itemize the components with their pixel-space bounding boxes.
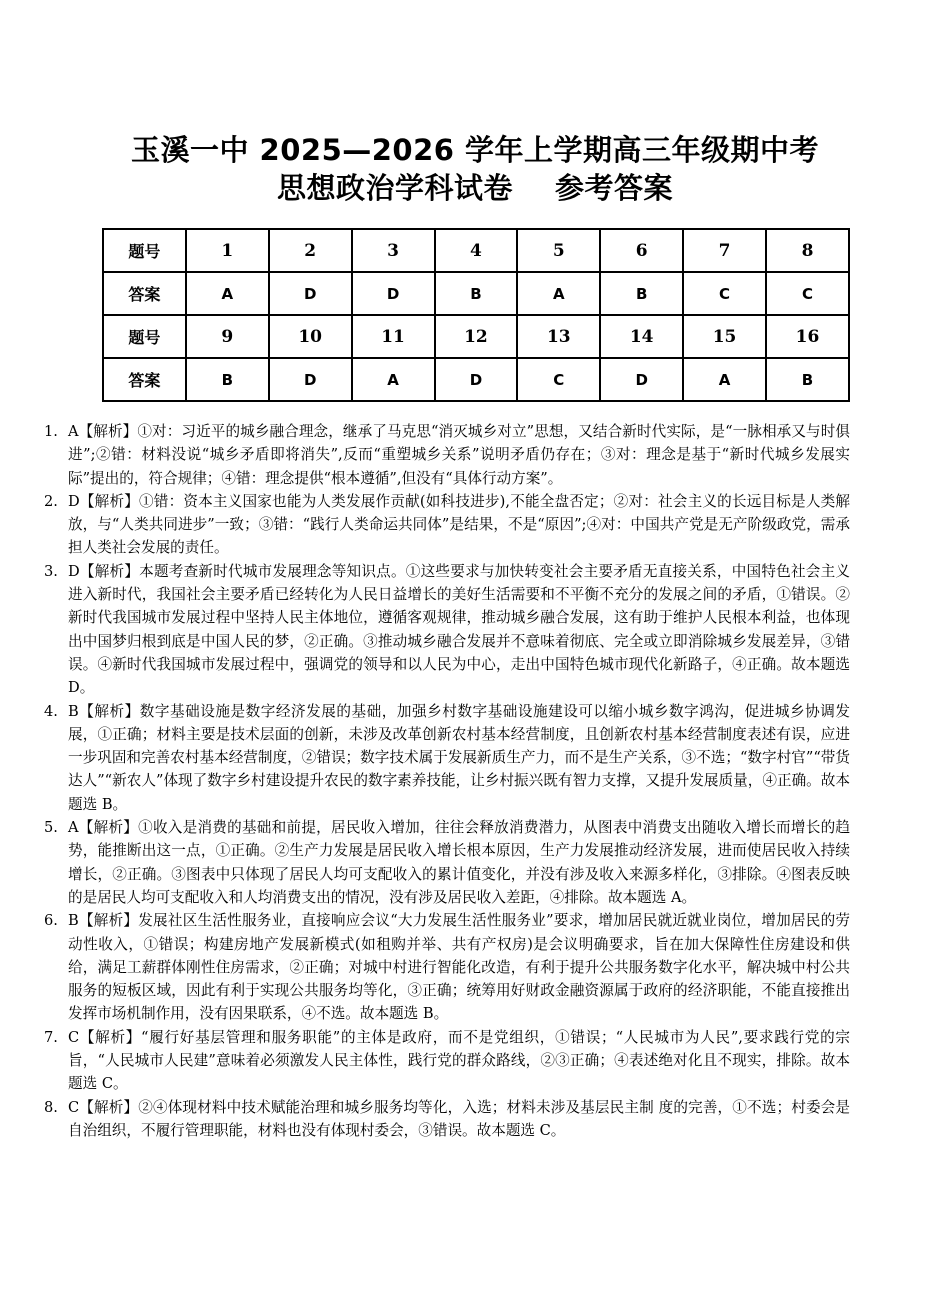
question-number: 7 (683, 229, 766, 272)
answer-cell: C (683, 272, 766, 315)
item-text: D【解析】本题考查新时代城市发展理念等知识点。①这些要求与加快转变社会主要矛盾无直接关系，中国特色社会主义进入新时代，我国社会主要矛盾已经转化为人民日益增长的美好生活需要和不平衡不充分的发展之间的矛盾，①错误。②新时代我国城市发展过程中坚持人民主体地位，遵循客观规律，推动城乡融合发展，这有助于维护人民根本利益，也体现出中国梦归根到底是中国人民的梦，②正确。③推动城乡融合发展并不意味着彻底、完全或立即消除城乡发展差异，③错误。④新时代我国城市发展过程中，强调党的领导和以人民为中心，走出中国特色城市现代化新路子，④正确。故本题选 D。 (68, 562, 850, 697)
question-number: 1 (186, 229, 269, 272)
answer-cell: A (186, 272, 269, 315)
question-number: 8 (766, 229, 849, 272)
answer-cell: D (352, 272, 435, 315)
explanation-list (44, 420, 850, 1142)
question-number: 10 (269, 315, 352, 358)
answer-cell: B (766, 358, 849, 401)
item-number: 5. (44, 819, 58, 837)
row-header-answer: 答案 (103, 358, 186, 401)
question-number: 9 (186, 315, 269, 358)
question-number: 2 (269, 229, 352, 272)
question-number: 16 (766, 315, 849, 358)
item-text: A【解析】①对：习近平的城乡融合理念，继承了马克思“消灭城乡对立”思想，又结合新时代实际，是“一脉相承又与时俱进”;②错：材料没说“城乡矛盾即将消失”,反而“重塑城乡关系”说明矛盾仍存在；③对：理念是基于“新时代城乡发展实际”提出的，符合规律；④错：理念提供“根本遵循”,但没有“具体行动方案”。 (68, 423, 850, 487)
question-number: 5 (517, 229, 600, 272)
question-number: 14 (600, 315, 683, 358)
question-number: 3 (352, 229, 435, 272)
item-text: C【解析】“履行好基层管理和服务职能”的主体是政府，而不是党组织，①错误；“人民城市为人民”,要求践行党的宗旨，“人民城市人民建”意味着必须激发人民主体性，践行党的群众路线，②③正确；④表述绝对化且不现实，排除。故本题选 C。 (68, 1028, 850, 1093)
answer-cell: D (600, 358, 683, 401)
explanation-item (44, 909, 850, 1025)
answer-key-title: 参考答案 (555, 171, 674, 205)
explanation-item (44, 816, 850, 909)
number-row-2 (103, 315, 849, 358)
item-text: B【解析】数字基础设施是数字经济发展的基础，加强乡村数字基础设施建设可以缩小城乡数字鸿沟，促进城乡协调发展，①正确；材料主要是技术层面的创新，未涉及改革创新农村基本经营制度，且创新农村基本经营制度表述有误，应进一步巩固和完善农村基本经营制度，②错误；数字技术属于发展新质生产力，而不是生产关系，③不选；“数字村官”“带货达人”“新农人”体现了数字乡村建设提升农民的数字素养技能，让乡村振兴既有智力支撑，又提升发展质量，④正确。故本题选 B。 (68, 702, 850, 813)
answer-cell: B (600, 272, 683, 315)
row-header-number: 题号 (103, 315, 186, 358)
question-number: 4 (435, 229, 518, 272)
answer-cell: A (352, 358, 435, 401)
item-number: 7. (44, 1028, 58, 1046)
explanation-item (44, 1026, 850, 1096)
explanation-item (44, 420, 850, 490)
item-number: 4. (44, 702, 58, 720)
answer-cell: B (435, 272, 518, 315)
answer-cell: A (517, 272, 600, 315)
question-number: 11 (352, 315, 435, 358)
answer-row-2 (103, 358, 849, 401)
answer-row-1 (103, 272, 849, 315)
row-header-number: 题号 (103, 229, 186, 272)
item-text: D【解析】①错：资本主义国家也能为人类发展作贡献(如科技进步),不能全盘否定；②对：社会主义的长远目标是人类解放，与“人类共同进步”一致；③错：“践行人类命运共同体”是结果，不是“原因”;④对：中国共产党是无产阶级政党，需承担人类社会发展的责任。 (68, 492, 850, 557)
question-number: 13 (517, 315, 600, 358)
number-row-1 (103, 229, 849, 272)
item-number: 2. (44, 492, 58, 510)
question-number: 6 (600, 229, 683, 272)
explanation-item (44, 490, 850, 560)
row-header-answer: 答案 (103, 272, 186, 315)
item-number: 1. (44, 423, 58, 440)
answer-cell: C (766, 272, 849, 315)
answer-cell: D (269, 358, 352, 401)
question-number: 15 (683, 315, 766, 358)
item-number: 3. (44, 562, 58, 580)
answer-cell: C (517, 358, 600, 401)
explanation-item (44, 560, 850, 700)
item-text: A【解析】①收入是消费的基础和前提，居民收入增加，往往会释放消费潜力，从图表中消费支出随收入增长而增长的趋势，能推断出这一点，①正确。②生产力发展是居民收入增长根本原因，生产力发展推动经济发展，进而使居民收入持续增长，②正确。③图表中只体现了居民人均可支配收入的累计值变化，并没有涉及收入来源多样化，③排除。④图表反映的是居民人均可支配收入和人均消费支出的情况，没有涉及居民收入差距，④排除。故本题选 A。 (68, 819, 850, 906)
item-number: 6. (44, 912, 58, 930)
answer-cell: D (435, 358, 518, 401)
item-text: B【解析】发展社区生活性服务业，直接响应会议“大力发展生活性服务业”要求，增加居民就近就业岗位，增加居民的劳动性收入，①错误；构建房地产发展新模式(如租购并举、共有产权房)是会议明确要求，旨在加大保障性住房建设和供给，满足工薪群体刚性住房需求，②正确；对城中村进行智能化改造，有利于提升公共服务数字化水平，解决城中村公共服务的短板区域，因此有利于实现公共服务均等化，③正确；统筹用好财政金融资源属于政府的经济职能，不能直接推出发挥市场机制作用，没有因果联系，④不选。故本题选 B。 (68, 912, 850, 1023)
explanation-item (44, 1096, 850, 1143)
answer-cell: A (683, 358, 766, 401)
subject-title: 思想政治学科试卷 (276, 171, 513, 205)
explanation-item (44, 700, 850, 816)
item-number: 8. (44, 1098, 58, 1116)
answer-cell: D (269, 272, 352, 315)
answer-cell: B (186, 358, 269, 401)
title-line-1: 玉溪一中 2025—2026 学年上学期高三年级期中考 (130, 133, 820, 167)
question-number: 12 (435, 315, 518, 358)
title-line-2 (0, 166, 950, 207)
answer-table (102, 228, 850, 402)
item-text: C【解析】②④体现材料中技术赋能治理和城乡服务均等化，入选；材料未涉及基层民主制 度的完善，①不选；村委会是自治组织，不履行管理职能，材料也没有体现村委会，③错误。故本题选 C。 (68, 1098, 850, 1139)
